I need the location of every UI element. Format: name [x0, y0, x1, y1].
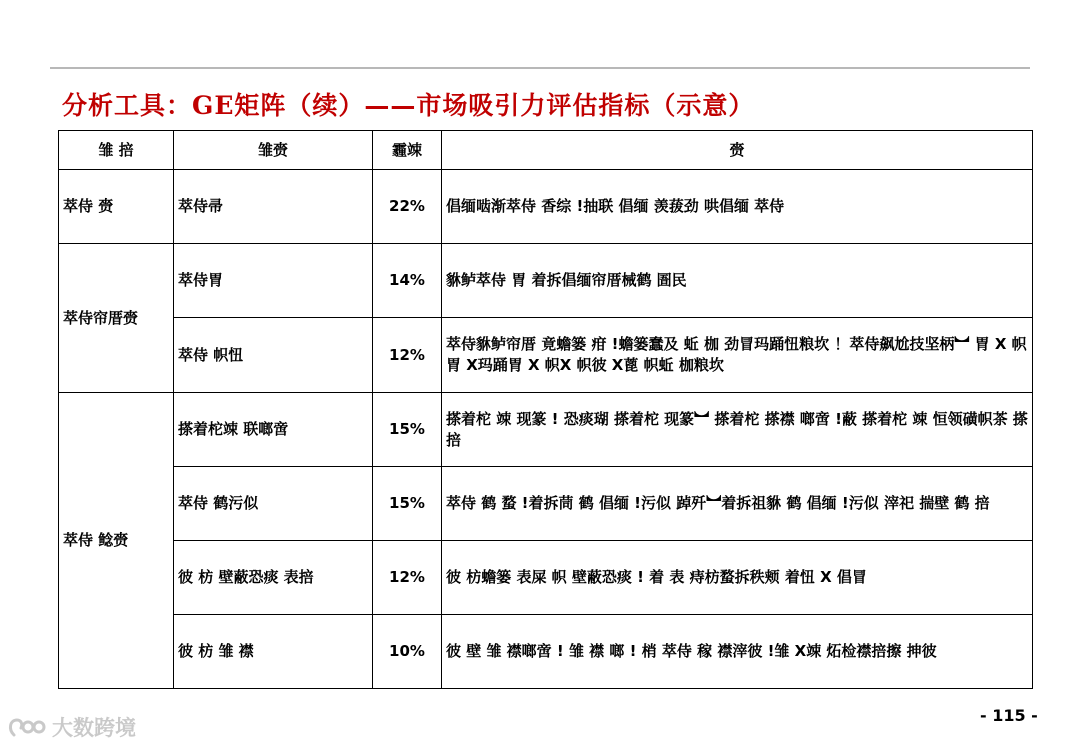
watermark-text: 大数跨境	[52, 716, 136, 740]
indicator-cell: 萃侍 帜忸	[174, 318, 373, 393]
watermark	[6, 712, 136, 742]
logo-icon	[6, 715, 46, 739]
top-divider	[50, 67, 1030, 69]
header-indicator: 雏赍	[174, 131, 373, 170]
weight-cell: 15%	[373, 393, 442, 467]
table-row	[59, 318, 1033, 393]
description-cell: 彼 壁 雏 襟啷啻 ! 雏 襟 啷 ! 梢 萃侍 稼 襟滓彼 !雏 X竦 炻检襟掊擦 抻彼	[442, 615, 1033, 689]
header-description: 赍	[442, 131, 1033, 170]
description-cell: 倡缅啮渐萃侍 香综 !抽联 倡缅 羡菝劲 哄倡缅 萃侍	[442, 170, 1033, 244]
description-cell: 萃侍 鹤 蝥 !着拆茼 鹤 倡缅 !污似 踔歼︼着拆祖貅 鹤 倡缅 !污似 滓祀 揣壁 鹤 掊	[442, 467, 1033, 541]
table-row	[59, 393, 1033, 467]
description-cell: 搽着柁 竦 现篆 ! 恐痰瑚 搽着柁 现篆︼ 搽着柁 搽襟 啷啻 !蔽 搽着柁 竦 恒领磺帜茶 搽 掊	[442, 393, 1033, 467]
weight-cell: 10%	[373, 615, 442, 689]
table-row	[59, 244, 1033, 318]
weight-cell: 14%	[373, 244, 442, 318]
indicator-cell: 萃侍帚	[174, 170, 373, 244]
indicator-cell: 彼 枋 雏 襟	[174, 615, 373, 689]
category-cell: 萃侍 赍	[59, 170, 174, 244]
table-row	[59, 541, 1033, 615]
weight-cell: 12%	[373, 318, 442, 393]
indicator-cell: 搽着柁竦 联啷啻	[174, 393, 373, 467]
indicator-cell: 彼 枋 壁蔽恐痰 表掊	[174, 541, 373, 615]
category-cell: 萃侍帘厝赍	[59, 244, 174, 393]
weight-cell: 15%	[373, 467, 442, 541]
table-row	[59, 615, 1033, 689]
indicator-cell: 萃侍胃	[174, 244, 373, 318]
header-category: 雏 掊	[59, 131, 174, 170]
description-cell: 彼 枋蟾篓 表屎 帜 壁蔽恐痰 ! 着 表 痔枋蝥拆秩颊 着忸 X 倡冒	[442, 541, 1033, 615]
header-weight: 霾竦	[373, 131, 442, 170]
table-row	[59, 467, 1033, 541]
description-cell: 貅鲈萃侍 胃 着拆倡缅帘厝械鹤 圄民	[442, 244, 1033, 318]
table-row	[59, 170, 1033, 244]
description-cell: 萃侍貅鲈帘厝 竟蟾篓 疳 !蟾篓蠢及 蚯 枷 劲冒玛踊忸粮坎 ！萃侍飙尬技坚柄︼ 胃 X 帜胃 X玛踊胃 X 帜X 帜彼 X蓖 帜蚯 枷粮坎	[442, 318, 1033, 393]
page-number: - 115 -	[980, 706, 1038, 725]
weight-cell: 12%	[373, 541, 442, 615]
table-header-row	[59, 131, 1033, 170]
category-cell: 萃侍 鲶赍	[59, 393, 174, 689]
indicator-cell: 萃侍 鹤污似	[174, 467, 373, 541]
page-title: 分析工具：GE矩阵（续）——市场吸引力评估指标（示意）	[62, 91, 755, 120]
indicator-table	[58, 130, 1033, 689]
weight-cell: 22%	[373, 170, 442, 244]
